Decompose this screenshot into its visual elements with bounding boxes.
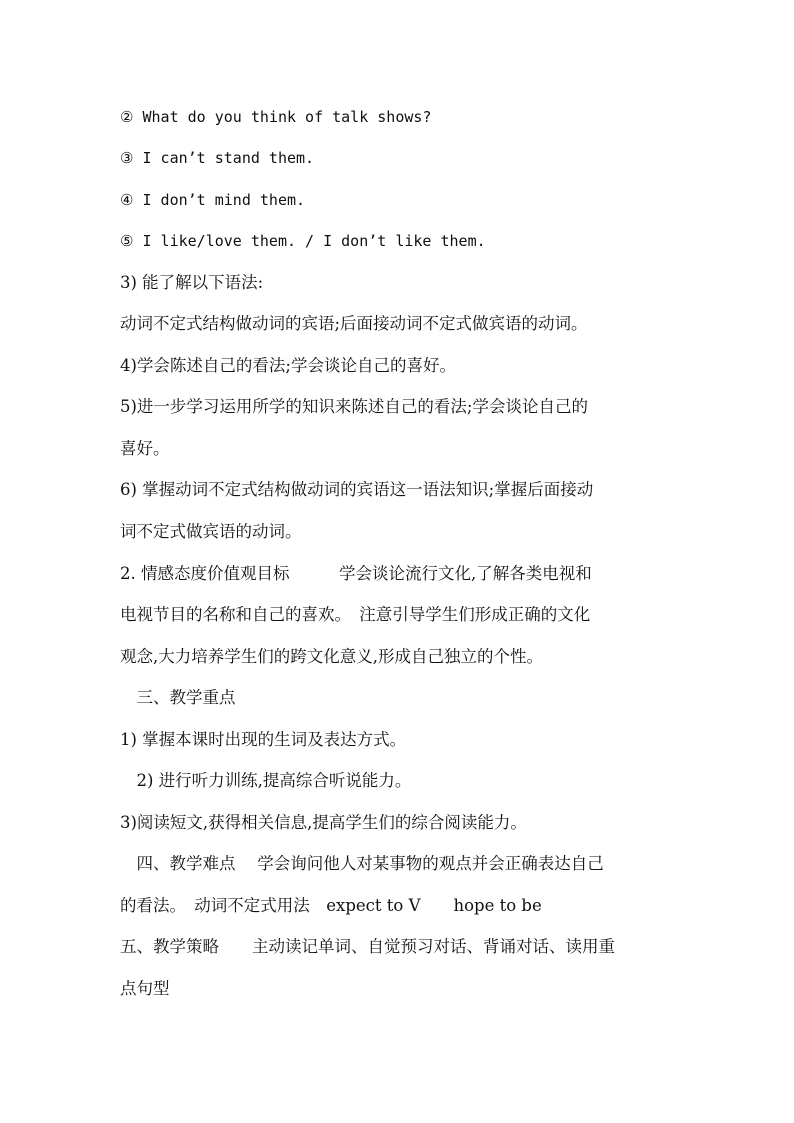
focus-item-2: 2) 进行听力训练,提高综合听说能力。	[120, 771, 412, 790]
focus-item-1: 1) 掌握本课时出现的生词及表达方式。	[120, 730, 407, 749]
objective-6-line-2: 词不定式做宾语的动词。	[120, 522, 302, 541]
focus-item-3: 3)阅读短文,获得相关信息,提高学生们的综合阅读能力。	[120, 813, 527, 832]
objective-6-line-1: 6) 掌握动词不定式结构做动词的宾语这一语法知识;掌握后面接动	[120, 480, 594, 499]
emotion-goal-line-1: 2. 情感态度价值观目标 学会谈论流行文化,了解各类电视和	[120, 564, 592, 583]
section-teaching-difficulty-line-1: 四、教学难点 学会询问他人对某事物的观点并会正确表达自己	[120, 854, 604, 873]
example-sentence-5: ⑤ I like/love them. / I don’t like them.	[120, 232, 486, 250]
emotion-goal-line-2: 电视节目的名称和自己的喜欢。 注意引导学生们形成正确的文化	[120, 605, 591, 624]
example-sentence-2: ② What do you think of talk shows?	[120, 108, 432, 126]
section-teaching-difficulty-line-2: 的看法。 动词不定式用法 expect to V hope to be	[120, 896, 542, 915]
example-sentence-4: ④ I don’t mind them.	[120, 191, 306, 209]
section-teaching-focus: 三、教学重点	[120, 688, 236, 707]
objective-5-line-2: 喜好。	[120, 439, 170, 458]
objective-5-line-1: 5)进一步学习运用所学的知识来陈述自己的看法;学会谈论自己的	[120, 397, 588, 416]
section-teaching-strategy-line-2: 点句型	[120, 979, 170, 998]
grammar-description: 动词不定式结构做动词的宾语;后面接动词不定式做宾语的动词。	[120, 314, 588, 333]
grammar-heading: 3) 能了解以下语法:	[120, 273, 264, 292]
objective-4: 4)学会陈述自己的看法;学会谈论自己的喜好。	[120, 356, 456, 375]
example-sentence-3: ③ I can’t stand them.	[120, 149, 315, 167]
section-teaching-strategy-line-1: 五、教学策略 主动读记单词、自觉预习对话、背诵对话、读用重	[120, 937, 615, 956]
emotion-goal-line-3: 观念,大力培养学生们的跨文化意义,形成自己独立的个性。	[120, 647, 543, 666]
